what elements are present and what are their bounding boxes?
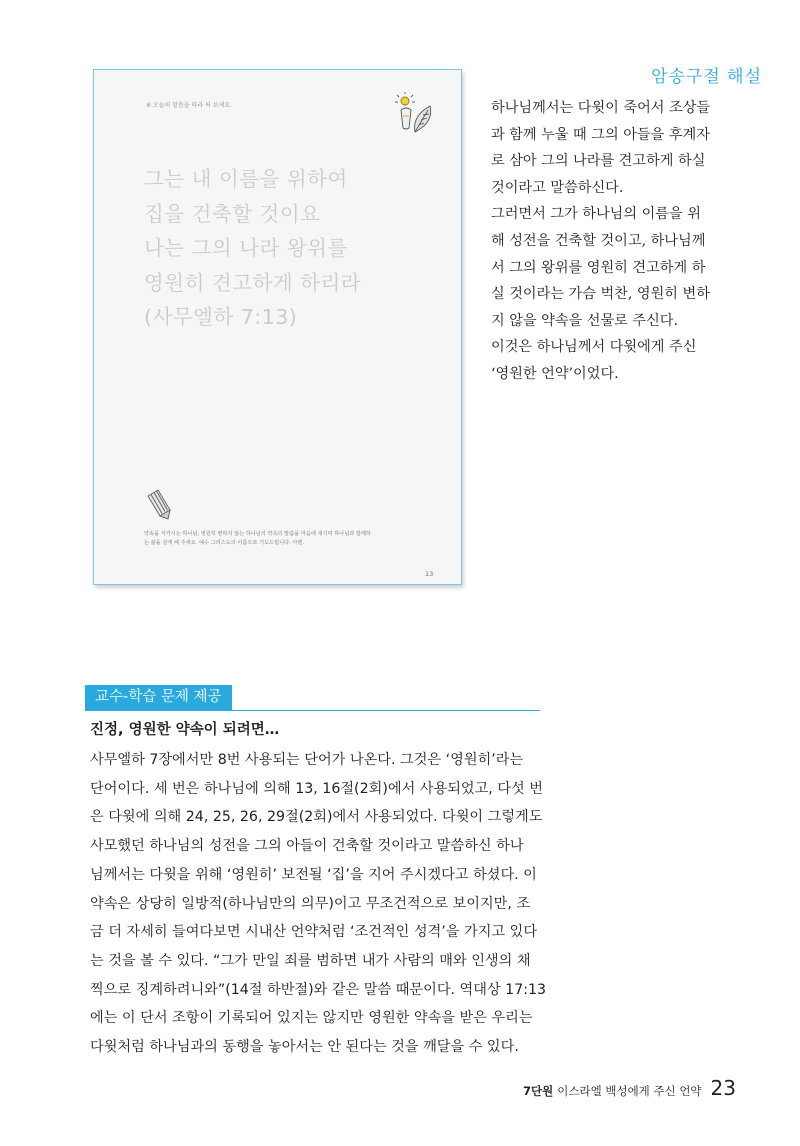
body-line: 에는 이 단서 조항이 기록되어 있지는 않지만 영원한 약속을 받은 우리는	[90, 1010, 533, 1027]
explanation-line: 하나님께서는 다윗이 죽어서 조상들	[491, 100, 711, 116]
explanation-line: 지 않을 약속을 선물로 주신다.	[491, 312, 679, 329]
explanation-line: 해 성전을 건축할 것이고, 하나님께	[491, 232, 706, 249]
body-line: 약속은 상당히 일방적(하나님만의 의무)이고 무조건적으로 보이지만, 조	[90, 895, 531, 912]
explanation-line: 로 삼아 그의 나라를 견고하게 하실	[491, 153, 706, 170]
footer-unit: 7단원	[523, 1084, 554, 1098]
page-footer	[523, 1076, 736, 1104]
body-line: 은 다윗에 의해 24, 25, 26, 29절(2회)에서 사용되었다. 다윗이 그렇게도	[90, 809, 543, 826]
prayer-line: 약속을 지키시는 하나님, 영원히 변하지 않는 하나님의 약속의 말씀을 마음에 새기며 하나님과 함께하	[144, 531, 371, 537]
explanation-body	[491, 95, 764, 388]
prayer-line: 는 삶을 살게 해 주세요. 예수 그리스도의 이름으로 기도드립니다. 아멘.	[144, 540, 305, 546]
explanation-line: 이것은 하나님께서 다윗에게 주신	[491, 339, 697, 356]
copy-instruction: ※ 오늘의 말씀을 따라 써 보세요.	[146, 102, 233, 109]
section-divider	[85, 710, 540, 711]
explanation-line: 서 그의 왕위를 영원히 견고하게 하	[491, 259, 706, 276]
footer-title: 이스라엘 백성에게 주신 언약	[557, 1084, 702, 1098]
body-line: 사모했던 하나님의 성전을 그의 아들이 건축할 것이라고 말씀하신 하나	[90, 838, 524, 855]
explanation-title: 암송구절 해설	[651, 67, 762, 87]
body-line: 님께서는 다윗을 위해 ‘영원히’ 보전될 ‘집’을 지어 주시겠다고 하셨다. 이	[90, 866, 537, 883]
body-line: 단어이다. 세 번은 하나님에 의해 13, 16절(2회)에서 사용되었고, 다섯 번	[90, 780, 543, 797]
body-line: 다윗처럼 하나님과의 동행을 놓아서는 안 된다는 것을 깨달을 수 있다.	[90, 1039, 519, 1056]
verse-line: 집을 건축할 것이요	[144, 201, 321, 226]
memory-verse	[144, 162, 444, 335]
verse-line: 영원히 견고하게 하리라	[144, 270, 362, 295]
explanation-line: ‘영원한 언약’이었다.	[491, 365, 619, 382]
body-line: 찍으로 징계하려니와”(14절 하반절)와 같은 말씀 때문이다. 역대상 17:13	[90, 981, 547, 998]
body-line: 금 더 자세히 들여다보면 시내산 언약처럼 ‘조건적인 성격’을 가지고 있다	[90, 924, 538, 941]
section-body	[90, 746, 547, 1062]
explanation-line: 그러면서 그가 하나님의 이름을 위	[491, 206, 701, 223]
page-number: 23	[710, 1076, 736, 1100]
workbook-page-preview	[93, 69, 462, 585]
pencil-icon	[144, 486, 174, 520]
sun-leaf-icon	[390, 92, 440, 136]
preview-page-number: 13	[425, 570, 434, 578]
section-heading: 진정, 영원한 약속이 되려면…	[90, 722, 280, 738]
body-line: 는 것을 볼 수 있다. “그가 만일 죄를 범하면 내가 사람의 매와 인생의 채	[90, 952, 531, 969]
verse-line: 그는 내 이름을 위하여	[144, 167, 348, 191]
verse-line: 나는 그의 나라 왕위를	[144, 236, 348, 260]
explanation-line: 과 함께 누울 때 그의 아들을 후계자	[491, 126, 710, 143]
body-line: 사무엘하 7장에서만 8번 사용되는 단어가 나온다. 그것은 ‘영원히’라는	[90, 752, 524, 768]
explanation-line: 것이라고 말씀하신다.	[491, 179, 624, 196]
closing-prayer	[144, 530, 449, 548]
verse-reference: (사무엘하 7:13)	[144, 305, 298, 329]
explanation-line: 실 것이라는 가슴 벅찬, 영원히 변하	[491, 286, 710, 303]
section-label: 교수-학습 문제 제공	[85, 685, 232, 710]
